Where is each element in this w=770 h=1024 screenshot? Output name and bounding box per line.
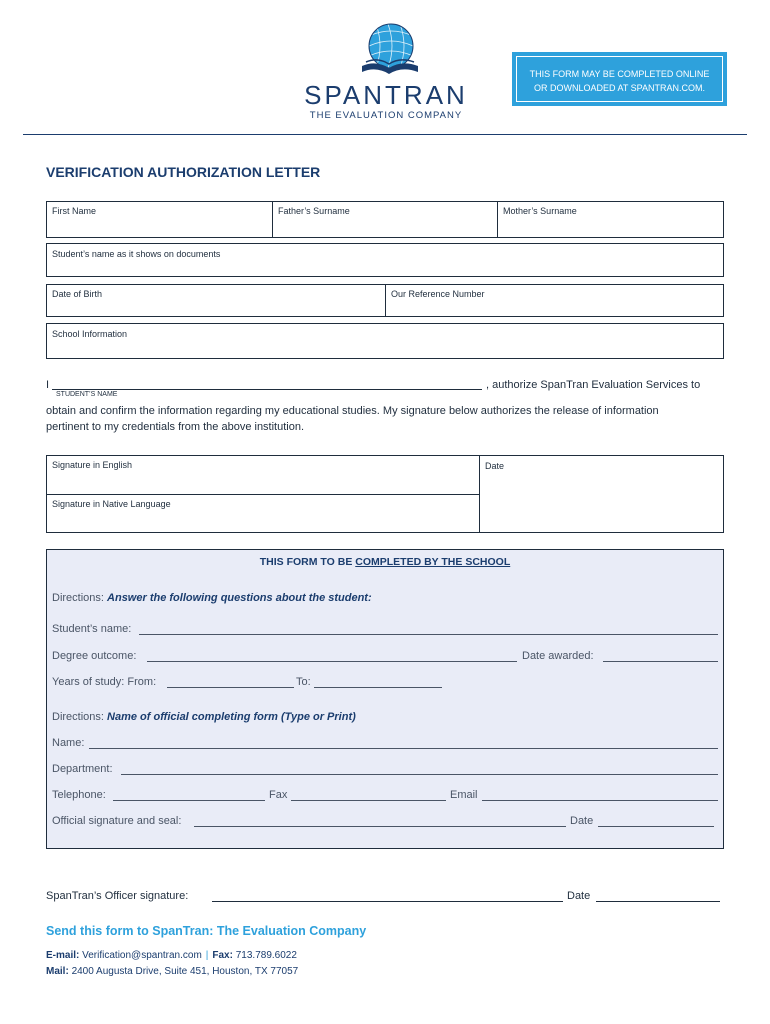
- signature-english-field[interactable]: Signature in English: [52, 460, 133, 470]
- first-name-field[interactable]: First Name: [52, 206, 97, 216]
- authorization-suffix: , authorize SpanTran Evaluation Services to: [486, 379, 701, 391]
- school-information-field[interactable]: [46, 323, 724, 359]
- student-name-under-label: STUDENT’S NAME: [56, 391, 118, 398]
- official-date-input[interactable]: [598, 826, 714, 827]
- telephone-label: Telephone:: [52, 789, 106, 801]
- send-heading: Send this form to SpanTran: The Evaluation Company: [46, 924, 367, 938]
- fathers-surname-field[interactable]: Father’s Surname: [278, 206, 350, 216]
- reference-number-field[interactable]: Our Reference Number: [391, 289, 485, 299]
- header-divider: [23, 134, 747, 135]
- date-awarded-input[interactable]: [603, 661, 718, 662]
- signature-date-field[interactable]: Date: [485, 461, 505, 471]
- officer-date-input[interactable]: [596, 901, 720, 902]
- fax-contact-value: 713.789.6022: [235, 950, 297, 961]
- name-divider-1: [272, 201, 273, 238]
- signature-row-divider: [46, 494, 479, 495]
- name-divider-2: [497, 201, 498, 238]
- officer-signature-input[interactable]: [212, 901, 563, 902]
- school-information-label: School Information: [52, 329, 128, 339]
- department-label: Department:: [52, 763, 113, 775]
- page-title: VERIFICATION AUTHORIZATION LETTER: [46, 164, 321, 180]
- date-awarded-label: Date awarded:: [522, 650, 594, 662]
- official-signature-label: Official signature and seal:: [52, 815, 182, 827]
- mail-contact-label: Mail:: [46, 966, 69, 977]
- years-to-label: To:: [296, 676, 311, 688]
- official-name-input[interactable]: [89, 748, 718, 749]
- dob-divider: [385, 284, 386, 317]
- degree-outcome-label: Degree outcome:: [52, 650, 137, 662]
- department-input[interactable]: [121, 774, 718, 775]
- contact-separator: |: [205, 950, 209, 961]
- email-contact-label: E-mail:: [46, 950, 80, 961]
- school-section-title: [46, 556, 724, 568]
- fax-contact-label: Fax:: [212, 950, 233, 961]
- contact-mail: [46, 966, 298, 977]
- officer-signature-label: SpanTran’s Officer signature:: [46, 890, 189, 902]
- mail-contact-value: 2400 Augusta Drive, Suite 451, Houston, TX 77057: [71, 966, 299, 977]
- online-form-banner: [512, 52, 727, 106]
- banner-line-2: OR DOWNLOADED AT SPANTRAN.COM.: [533, 83, 706, 93]
- student-name-input[interactable]: [139, 634, 718, 635]
- directions-2: [52, 711, 356, 723]
- school-title-underlined: COMPLETED BY THE SCHOOL: [355, 556, 511, 568]
- name-label: Name:: [52, 737, 85, 749]
- school-title-prefix: THIS FORM TO BE: [259, 556, 356, 568]
- authorization-line-2: obtain and confirm the information regarding my educational studies. My signature below authorizes the release of information: [46, 405, 659, 417]
- directions-1-text: Answer the following questions about the student:: [107, 592, 372, 604]
- date-of-birth-field[interactable]: Date of Birth: [52, 289, 103, 299]
- fax-input[interactable]: [291, 800, 446, 801]
- brand-tagline: THE EVALUATION COMPANY: [309, 110, 463, 121]
- degree-outcome-input[interactable]: [147, 661, 517, 662]
- official-signature-input[interactable]: [194, 826, 566, 827]
- mothers-surname-field[interactable]: Mother’s Surname: [503, 206, 577, 216]
- signature-native-field[interactable]: Signature in Native Language: [52, 499, 171, 509]
- name-row-box: [46, 201, 724, 238]
- directions-1: [52, 592, 372, 604]
- authorization-line-3: pertinent to my credentials from the above institution.: [46, 421, 305, 433]
- students-name-label: Student’s name as it shows on documents: [52, 249, 221, 259]
- years-to-input[interactable]: [314, 687, 442, 688]
- banner-line-1: THIS FORM MAY BE COMPLETED ONLINE: [529, 69, 710, 79]
- directions-2-text: Name of official completing form (Type or Print): [107, 711, 356, 723]
- authorization-prefix: I: [46, 379, 50, 391]
- officer-date-label: Date: [567, 890, 591, 902]
- directions-2-label: Directions:: [52, 711, 108, 723]
- years-from-label: Years of study: From:: [52, 676, 157, 688]
- student-name-label: Student’s name:: [52, 623, 132, 635]
- spantran-globe-book-logo-icon: [356, 22, 422, 78]
- email-input[interactable]: [482, 800, 718, 801]
- email-contact-link[interactable]: Verification@spantran.com: [82, 950, 202, 961]
- student-name-signature-line[interactable]: [52, 389, 482, 390]
- telephone-input[interactable]: [113, 800, 265, 801]
- years-from-input[interactable]: [167, 687, 294, 688]
- official-date-label: Date: [570, 815, 594, 827]
- contact-email-fax: [46, 950, 297, 961]
- directions-1-label: Directions:: [52, 592, 108, 604]
- email-label: Email: [450, 789, 478, 801]
- brand-name: SPANTRAN: [304, 80, 468, 110]
- fax-label: Fax: [269, 789, 288, 801]
- signature-divider: [479, 455, 480, 533]
